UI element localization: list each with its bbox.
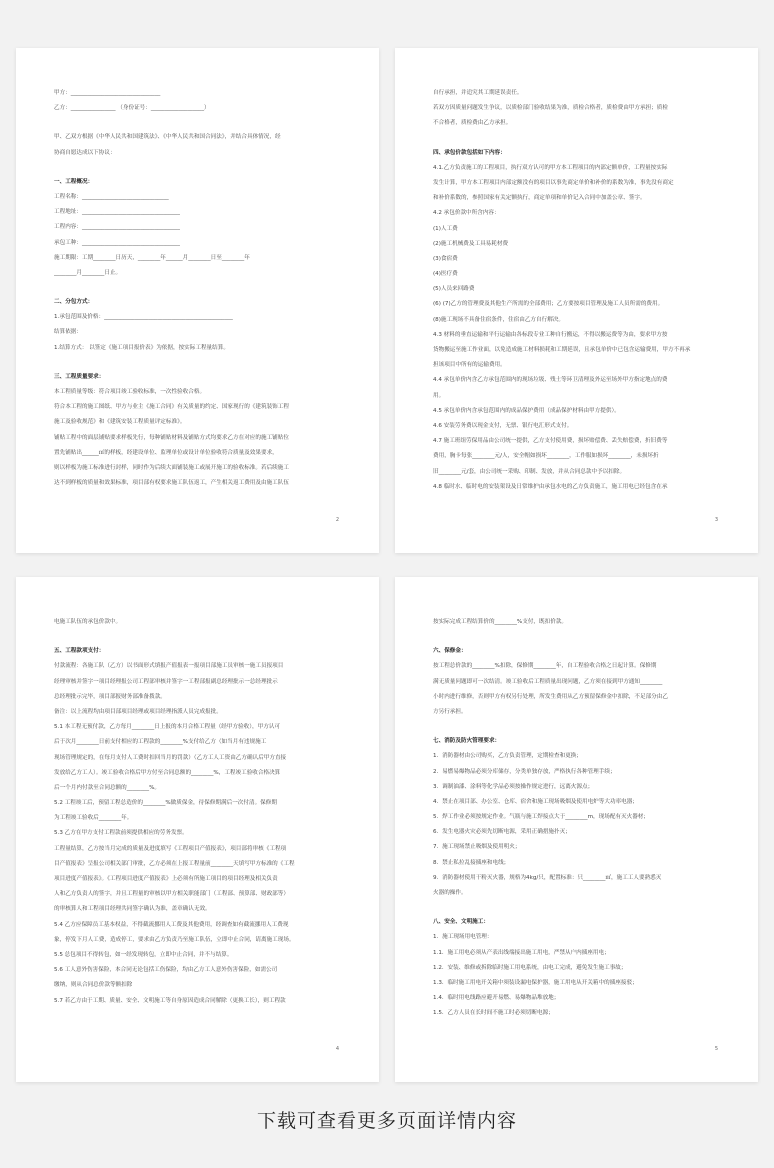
text-line: 1．消防器材由公司购买，乙方负责管理，定期检查和更换； (433, 753, 582, 760)
text-line: 结算依据： (54, 329, 82, 336)
text-line: 8．禁止私拉乱接插座和电线； (433, 859, 510, 866)
text-line: 5.1 本工程无预付款，乙方每月________日上报的本月合格工程量（经甲方验收），甲方认可 (54, 724, 281, 731)
text-line: 甲方：________________________________ (54, 90, 161, 96)
text-line (433, 901, 720, 915)
text-line (54, 630, 341, 644)
page-body (54, 86, 341, 491)
document-page (395, 48, 758, 553)
text-line: 和补价系数的，参照国家有关定额执行，商定单项和单价记入合同中加盖公章、签字。 (433, 195, 646, 202)
text-line: 4.3 材料的垂直运输和平行运输由各标段专业工种自行搬运，不得以搬运费等为由，要求甲方按 (433, 331, 668, 338)
page-number: 3 (714, 517, 718, 523)
text-line: 目产值报表》呈报公司相关部门审批，乙方必须在上报工程量前________天填写甲方标准的《工程 (54, 860, 295, 867)
download-more-banner[interactable]: 下载可查看更多页面详情内容 (256, 1110, 517, 1132)
text-line: 人和乙方负责人的签字，并且工程量的审核以甲方相关职能部门（工程部、预算部、财政部等） (54, 891, 289, 898)
text-line (54, 161, 341, 175)
text-line: 达不到样板的质量和效果标准，项目部有权要求施工队伍返工，产生相关返工费用及由施工队伍 (54, 480, 289, 487)
text-line: 按工程总价款的________%扣除，保修期________年，自工程验收合格之日起计算。保修期 (433, 663, 657, 670)
text-line: 4.8 临时水、临时电的安装架设及日常维护由承包水电的乙方负责施工，施工用电已经包含在承 (433, 483, 668, 490)
text-line: 1．施工现场用电管理： (433, 934, 493, 941)
text-line: 4.2 承包价款中所含内容： (433, 210, 500, 217)
text-line: 1.结算方式： 以签定《施工项目报价表》为依据，按实际工程量结算。 (54, 344, 229, 351)
text-line: 1.3．临时施工用电开关箱中须装设漏电保护器，施工用电从开关箱中的插座接驳； (433, 979, 638, 986)
text-line: (8)施工现场不具备住宿条件，住宿由乙方自行解决。 (433, 316, 564, 323)
text-line: (3)食宿费 (433, 255, 458, 262)
text-line: (6) (7)乙方的管理费及其他生产所需的全部费用；乙方要按项目管理及施工人员所需的费用。 (433, 301, 664, 308)
section-heading: 五、工程款项支付： (54, 648, 105, 655)
text-line: 1.4．临时用电线路应避开易燃、易爆物品堆放地； (433, 995, 560, 1002)
text-line: 7．施工现场禁止吸烟及使用明火； (433, 844, 521, 851)
text-line: (2)施工机械费及工具易耗材费 (433, 240, 509, 247)
page-body (433, 86, 720, 495)
text-line: 的审核算人和工程项目经理共同签字确认为准，盖章确认无效。 (54, 906, 211, 913)
text-line: 符合本工程的施工图纸、甲方与业主《施工合同》有关质量的约定、国家现行的《建筑装饰工程 (54, 404, 289, 411)
text-line: 5.3 乙方在甲方支付工程款前须提供相应的劳务发票。 (54, 830, 188, 837)
text-line: 1.1．施工用电必须从产表出线端接出施工用电，严禁从户内插座用电； (433, 949, 610, 956)
page-number: 4 (335, 1046, 339, 1052)
section-heading: 六、保修金： (433, 648, 467, 655)
text-line: 乙方：________________ （身份证号：___________________） (54, 105, 210, 112)
text-line: 发生计算，甲方本工程项目内部定额没有的项目以事先商定单价和补价的系数为准，事先没有商定 (433, 179, 674, 186)
text-line: 2．易燃易爆物品必须分库储存，分类单独存放，严格执行各种管理手续； (433, 768, 616, 775)
text-line: 甲、乙双方根据《中华人民共和国建筑法》、《中华人民共和国合同法》，并结合具体情况，经 (54, 134, 281, 141)
text-line: 协商自愿达成以下协议： (54, 149, 116, 156)
text-line: 自行承担，并追究其工期延误责任。 (433, 90, 523, 96)
text-line: 为工程竣工验收后________年。 (54, 815, 133, 822)
text-line: 5.4 乙方应保障员工基本权益，不得截流挪用人工费及其他费用，经调查如有截流挪用人工费现 (54, 921, 289, 928)
text-line: 现场管理规定的，在每月支付人工费时扣回当月的罚款）（乙方工人工资由乙方确认后甲方直接 (54, 754, 287, 761)
text-line: 6．发生电器火灾必须先切断电源，采用正确措施扑灭； (433, 829, 571, 836)
text-line: 本工程质量等级：符合项目竣工验收标准，一次性验收合格。 (54, 389, 206, 395)
text-line: 工程名称：_______________________________ (54, 193, 169, 200)
text-line: 1.承包范围及价格：______________________________________________ (54, 314, 233, 321)
text-line: 施工及验收规范》和《建筑安装工程质量评定标准》。 (54, 419, 186, 426)
text-line (433, 720, 720, 734)
text-line (433, 132, 720, 146)
text-line: 电施工队伍的承包价款中。 (54, 619, 122, 625)
text-line: 缴纳，则从合同总价款等额扣除 (54, 982, 133, 989)
text-line: 项目进度产值报表》。《工程项目进度产值报表》上必须有所施工项目的项目经理及相关负责 (54, 876, 278, 882)
text-line (54, 116, 341, 130)
text-line (54, 356, 341, 370)
document-page (395, 577, 758, 1082)
text-line: 满无质量问题即可一次结清。竣工验收后工程质量出现问题，乙方须在接到甲方通知________ (433, 678, 663, 685)
text-line: 则以样板为施工标准进行封样，同时作为后续大面铺装施工或展开施工的验收标准。若后续施工 (54, 464, 289, 471)
text-line: 4.1.乙方负责施工的工程项目，执行双方认可的甲方本工程项目的内部定额单价，工程量按实际 (433, 164, 668, 171)
text-line: 方另行承担。 (433, 708, 467, 715)
text-line: 若双方因质量问题发生争议，以质检部门验收结果为准，质检合格者，质检费由甲方承担；质检 (433, 105, 668, 112)
text-line: ________月________日止。 (54, 269, 122, 276)
text-line: 4.4 承包单价内含乙方承包范围内的现场垃圾、残土等环卫清理及外运至场外甲方指定地点的费 (433, 377, 668, 384)
text-line: 担该项目中所有的运输费用。 (433, 362, 506, 369)
text-line: 5.2 工程竣工后，预留工程总造价的________%做质保金，待保修期满后一次付清。保修期 (54, 800, 277, 807)
text-line: 工程内容：___________________________________ (54, 224, 180, 231)
page-number: 2 (335, 517, 339, 523)
text-line: 5.6 工人意外伤害保险，本合同无论包括工伤保险，均由乙方工人意外伤害保险，如需公司 (54, 967, 278, 974)
text-line: 费用，胸卡每张________元/人，安全帽如损坏________，工作服如损坏________，未损坏折 (433, 453, 659, 460)
text-line: 发放给乙方工人）。竣工验收合格后甲方付至合同总额的________%，工程竣工验收合格决算 (54, 769, 281, 776)
text-line: 火器的操作。 (433, 890, 467, 896)
section-heading: 七、消防及防火管理要求： (433, 738, 501, 745)
text-line (433, 630, 720, 644)
page-body (54, 615, 341, 1009)
text-line: (4)医疗费 (433, 271, 458, 278)
text-line: 付款流程：各施工队（乙方）以书面形式填报产值报表一报项目部施工员审核一施工员报项目 (54, 663, 284, 670)
text-line: 4.7 施工班组劳保用品由公司统一提供，乙方支付使用费，损坏赔偿费、丢失赔偿费，折旧费等 (433, 438, 668, 445)
text-line: 承包工种：___________________________________ (54, 239, 180, 246)
text-line (54, 281, 341, 295)
text-line: 小时内进行维修，否则甲方有权另行处理，所发生费用从乙方预留保修金中扣除，不足部分由乙 (433, 693, 668, 700)
text-line: 3．调制油漆、涂料等化学品必须按操作规定进行，远离火源点； (433, 783, 594, 790)
text-line: 用。 (433, 392, 445, 399)
text-line: 后于次月________日前支付相应的工程款的________%支付给乙方（如当月有违规施工 (54, 739, 267, 746)
document-page (16, 577, 379, 1082)
text-line: 铺贴工程中的面层铺贴要求样板先行，每种铺贴材料及铺贴方式均要求乙方在对应的施工铺贴位 (54, 434, 289, 441)
text-line: 5.5 总包项目不得转包，如一经发现转包，立即中止合同，并不与结算。 (54, 951, 233, 958)
text-line: 总经理批示完毕，项目部报财务部准备拨款。 (54, 693, 166, 700)
text-line: 置先铺贴出______㎡的样板，经建设单位、监理单位或设计单位验收符合质量及效果要求， (54, 449, 278, 456)
text-line: 施工期限：工期________日历天，________年______月________日至________年 (54, 254, 250, 261)
text-line: 经理审核并签字一项目经理报公司工程部审核并签字一工程部报副总经理批示一总经理批示 (54, 678, 278, 685)
document-page (16, 48, 379, 553)
text-line: 1.2．安装、维修或拆除临时施工用电系统，由电工完成，避免发生施工事故； (433, 964, 627, 971)
section-heading: 八、安全、文明施工： (433, 919, 489, 926)
text-line: (1)人工费 (433, 225, 458, 232)
section-heading: 二、分包方式： (54, 299, 94, 306)
text-line: (5)人员来回路费 (433, 286, 475, 293)
text-line: 4.5 承包单价内含承包范围内的成品保护费用（成品保护材料由甲方提供）。 (433, 407, 620, 414)
text-line: 后一个月内付款至合同总额的________%。 (54, 784, 161, 791)
text-line: 9．消防器材使用干粉灭火器，规格为4kg/只，配置标准：只________㎡，施工工人要熟悉灭 (433, 874, 662, 881)
text-line: 按实际完成工程结算价的________%支付，既扣价款。 (433, 619, 567, 625)
text-line: 工程量结算，乙方按当月完成的质量及进度填写《工程项目产值报表》，项目部将审核《工程项 (54, 845, 287, 852)
text-line: 货物搬运至施工作业面，以免造成施工材料损耗和工期延误，且承包单价中已包含运输费用，甲方不再承 (433, 347, 691, 353)
text-line: 备注：以上流程均由项目部项目经理或项目经理指派人员完成报批。 (54, 708, 222, 715)
text-line: 工程地址：___________________________________ (54, 209, 180, 216)
text-line: 旧________元/套，由公司统一采购、印制、发放，并从合同总款中予以扣除。 (433, 468, 626, 475)
text-line: 5．焊工作业必须按规定作业。气瓶与施工焊接点大于________m，现场配有灭火器材； (433, 814, 649, 821)
text-line: 5.7 若乙方由于工期、质量、安全、文明施工等自身原因造成合同解除（更换工长），则工程款 (54, 997, 286, 1004)
text-line: 不合格者，质检费由乙方承担。 (433, 120, 512, 127)
text-line: 4.6 安装劳务费以现金支付，无票、银行电汇形式支付。 (433, 422, 573, 429)
text-line: 4．禁止在项目部、办公室、仓库、宿舍和施工现场吸烟及使用电炉等大功率电器； (433, 798, 638, 805)
text-line: 象，停发下月人工费，造成停工，要求由乙方负责乃至施工队伍，立即中止合同，请离施工现场。 (54, 936, 295, 943)
section-heading: 四、承包价款包括如下内容： (433, 149, 506, 156)
page-body (433, 615, 720, 1022)
section-heading: 三、工程质量要求： (54, 373, 105, 380)
text-line: 1.5．乙方人员在长时间不施工时必须切断电源； (433, 1010, 554, 1017)
section-heading: 一、工程概况： (54, 178, 94, 185)
page-number: 5 (714, 1046, 718, 1052)
